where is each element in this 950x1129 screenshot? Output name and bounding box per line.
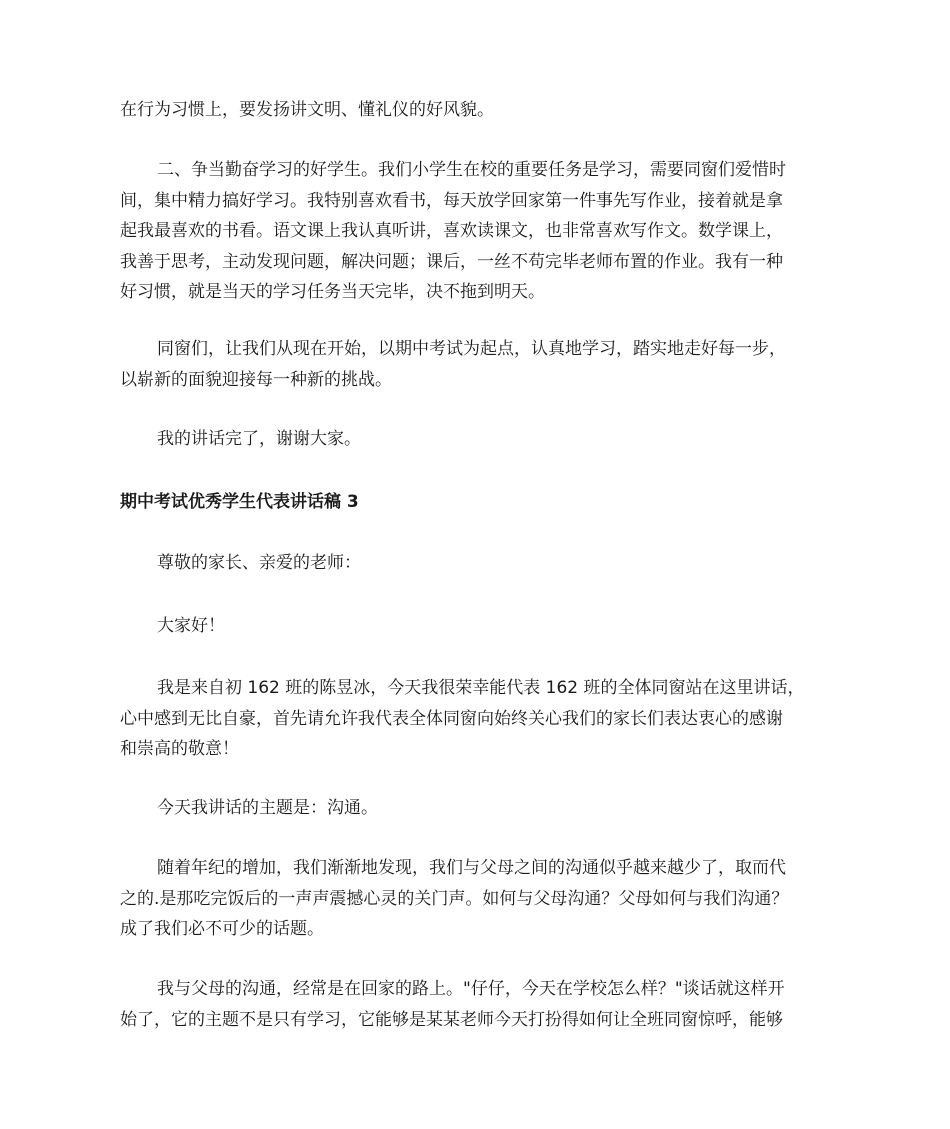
paragraph-theme [120,793,840,824]
text-line: 我与父母的沟通，经常是在回家的路上。"仔仔，今天在学校怎么样？"谈话就这样开 [157,979,785,999]
text-line: 同窗们，让我们从现在开始，以期中考试为起点，认真地学习，踏实地走好每一步， [157,339,786,359]
text-line: 随着年纪的增加，我们渐渐地发现，我们与父母之间的沟通似乎越来越少了，取而代 [157,858,786,878]
paragraph-introduction [120,673,840,765]
text-line: 间，集中精力搞好学习。我特别喜欢看书，每天放学回家第一件事先写作业，接着就是拿 [120,190,783,211]
text-line: 心中感到无比自豪，首先请允许我代表全体同窗向始终关心我们的家长们表达衷心的感谢 [120,708,783,729]
paragraph-age [120,853,840,945]
paragraph-communication [120,974,840,1035]
paragraph-classmates [120,334,840,395]
paragraph-closing [120,424,840,455]
heading-text: 期中考试优秀学生代表讲话稿 3 [120,492,359,512]
text-line: 之的.是那吃完饭后的一声声震撼心灵的关门声。如何与父母沟通？父母如何与我们沟通？ [120,888,789,909]
paragraph-salutation [120,548,840,579]
section-heading [120,487,840,518]
text-line: 尊敬的家长、亲爱的老师： [157,553,361,573]
paragraph-greeting [120,611,840,642]
text-line: 始了，它的主题不是只有学习，它能够是某某老师今天打扮得如何让全班同窗惊呼，能够 [120,1009,783,1030]
text-line: 大家好！ [157,616,225,636]
text-line: 二、争当勤奋学习的好学生。我们小学生在校的重要任务是学习，需要同窗们爱惜时 [157,160,786,180]
paragraph-behavior [120,95,840,126]
text-line: 今天我讲话的主题是：沟通。 [157,798,378,818]
text-line: 以崭新的面貌迎接每一种新的挑战。 [120,369,392,390]
text-line: 和崇高的敬意！ [120,739,239,759]
text-line: 我是来自初 162 班的陈昱冰，今天我很荣幸能代表 162 班的全体同窗站在这里讲话， [157,678,805,698]
text-line: 好习惯，就是当天的学习任务当天完毕，决不拖到明天。 [120,282,545,302]
paragraph-study [120,155,840,308]
text-line: 成了我们必不可少的话题。 [120,919,324,939]
text-line: 起我最喜欢的书看。语文课上我认真听讲，喜欢读课文，也非常喜欢写作文。数学课上， [120,221,783,241]
text-line: 我的讲话完了，谢谢大家。 [157,429,361,449]
text-line: 我善于思考，主动发现问题，解决问题；课后，一丝不苟完毕老师布置的作业。我有一种 [120,251,783,272]
text-line: 在行为习惯上，要发扬讲文明、懂礼仪的好风貌。 [120,100,494,120]
